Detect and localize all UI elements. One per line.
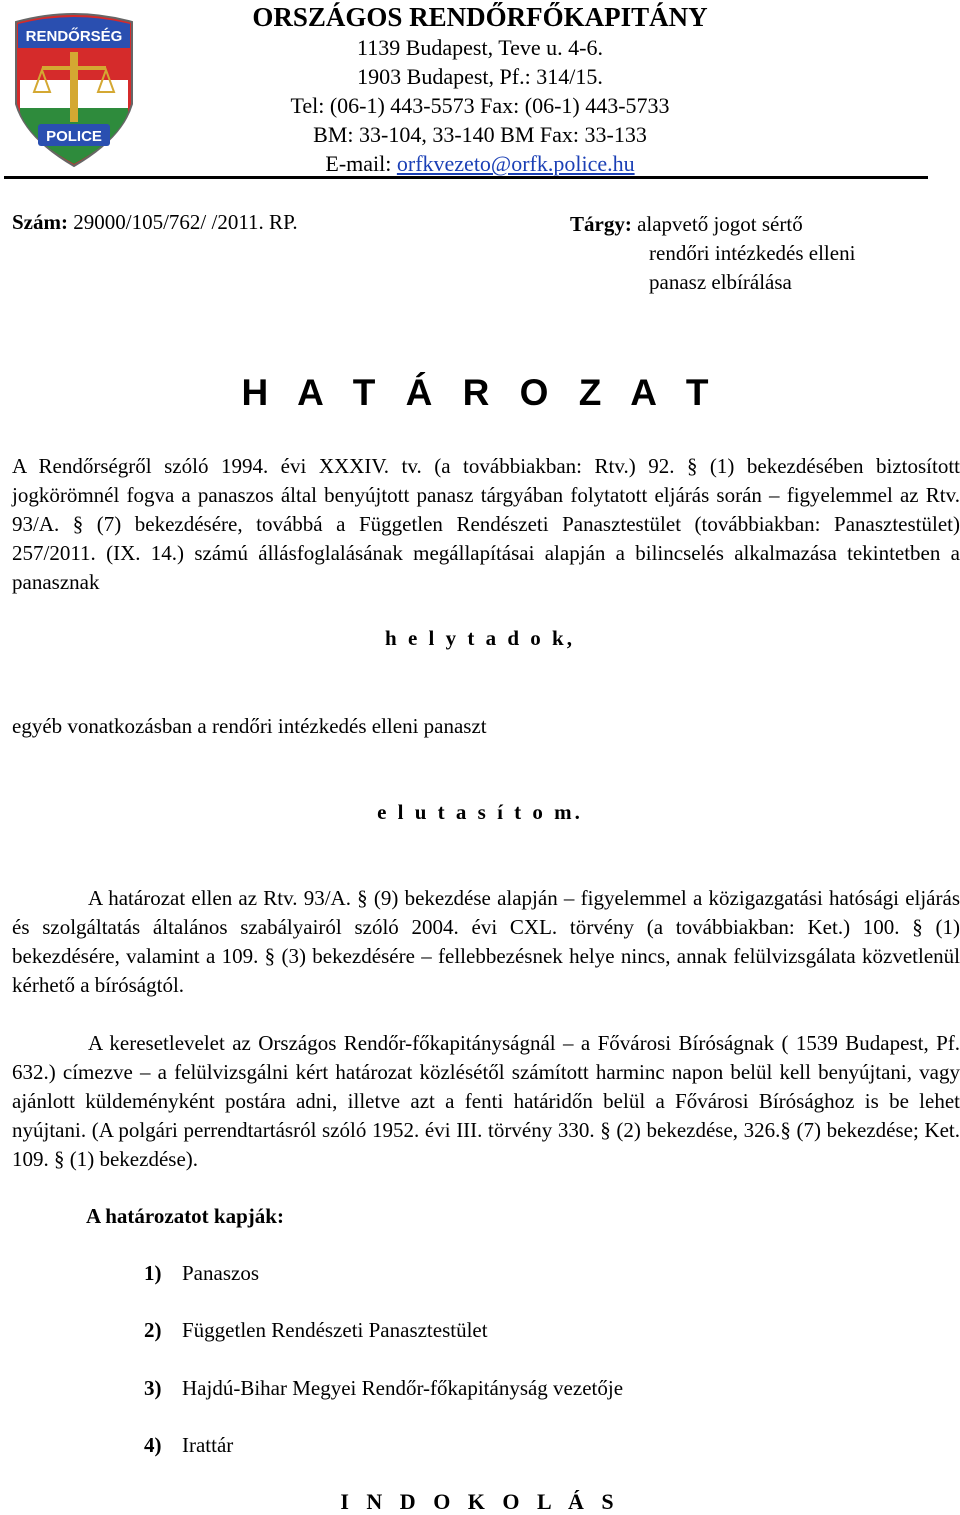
header-address1: 1139 Budapest, Teve u. 4-6. [357, 35, 603, 60]
email-label: E-mail: [325, 151, 397, 176]
reasoning-title: I N D O K O L Á S [340, 1489, 620, 1514]
email-link[interactable]: orfkvezeto@orfk.police.hu [396, 151, 635, 176]
subject-line3: panasz elbírálása [649, 270, 792, 294]
subject-label: Tárgy: [570, 212, 632, 236]
recipient-item [144, 1376, 623, 1401]
paragraph-3: A határozat ellen az Rtv. 93/A. § (9) bekezdése alapján – figyelemmel a közigazgatási hatósági eljárás és szolgáltatás általános szabályairól szóló 2004. évi CXL. törvény (a továbbiakban: Ket.) 100. § (1) bekezdésére, valamint a 109. § (3) bekezdésére – fellebbezésnek helye nincs, annak felülvizsgálata közvetlenül kérhető a bíróságtól. [12, 886, 960, 997]
header-address2: 1903 Budapest, Pf.: 314/15. [357, 64, 603, 89]
recipient-number: 4) [144, 1433, 162, 1457]
paragraph-2: egyéb vonatkozásban a rendőri intézkedés elleni panaszt [12, 714, 487, 738]
reference-number [12, 210, 298, 235]
decision-title: H A T Á R O Z A T [241, 372, 719, 413]
subject-line1: alapvető jogot sértő [631, 212, 803, 236]
recipient-item [144, 1318, 488, 1343]
recipient-item [144, 1261, 259, 1286]
reference-label: Szám: [12, 210, 68, 234]
reference-value: 29000/105/762/ /2011. RP. [68, 210, 298, 234]
header-contact [150, 33, 810, 178]
recipient-item [144, 1433, 233, 1458]
recipient-number: 2) [144, 1318, 162, 1342]
grant-statement: h e l y t a d o k, [385, 626, 575, 650]
police-logo [12, 8, 136, 168]
header-phone: Tel: (06-1) 443-5573 Fax: (06-1) 443-5733 [290, 93, 670, 118]
recipient-number: 3) [144, 1376, 162, 1400]
recipient-name: Irattár [182, 1433, 234, 1457]
logo-bottom-text: POLICE [46, 128, 102, 145]
header-divider [4, 176, 928, 179]
paragraph-1: A Rendőrségről szóló 1994. évi XXXIV. tv. (a továbbiakban: Rtv.) 92. § (1) bekezdésében biztosított jogkörömnél fogva a panaszos által benyújtott panasz tárgyában folytatott eljárás során – figyelemmel az Rtv. 93/A. § (7) bekezdésére, továbbá a Független Rendészeti Panasztestület (továbbiakban: Panasztestület) 257/2011. (IX. 14.) számú állásfoglalásának megállapításai alapján a bilincselés alkalmazása tekintetben a panasznak [12, 454, 960, 594]
header-bm: BM: 33-104, 33-140 BM Fax: 33-133 [313, 122, 647, 147]
reject-statement: e l u t a s í t o m. [377, 800, 583, 824]
recipient-name: Panaszos [182, 1261, 259, 1285]
header-title: ORSZÁGOS RENDŐRFŐKAPITÁNY [252, 2, 708, 32]
paragraph-4: A keresetlevelet az Országos Rendőr-főkapitányságnál – a Fővárosi Bíróságnak ( 1539 Budapest, Pf. 632.) címezve – a felülvizsgálni kért határozat közlésétől számított harminc napon belül kell benyújtani, vagy ajánlott küldeményként postára adni, illetve azt a fenti határidőn belül a Fővárosi Bírósághoz is be lehet nyújtani. (A polgári perrendtartásról szóló 1952. évi III. törvény 330. § (2) bekezdése, 326.§ (7) bekezdése; Ket. 109. § (1) bekezdése). [12, 1031, 960, 1171]
subject-block [570, 210, 855, 297]
recipient-number: 1) [144, 1261, 162, 1285]
recipient-name: Hajdú-Bihar Megyei Rendőr-főkapitányság vezetője [182, 1376, 624, 1400]
header-email-line [150, 149, 810, 178]
recipient-name: Független Rendészeti Panasztestület [182, 1318, 488, 1342]
logo-top-text: RENDŐRSÉG [25, 28, 123, 45]
subject-line2: rendőri intézkedés elleni [649, 241, 856, 265]
recipients-heading: A határozatot kapják: [86, 1204, 284, 1228]
